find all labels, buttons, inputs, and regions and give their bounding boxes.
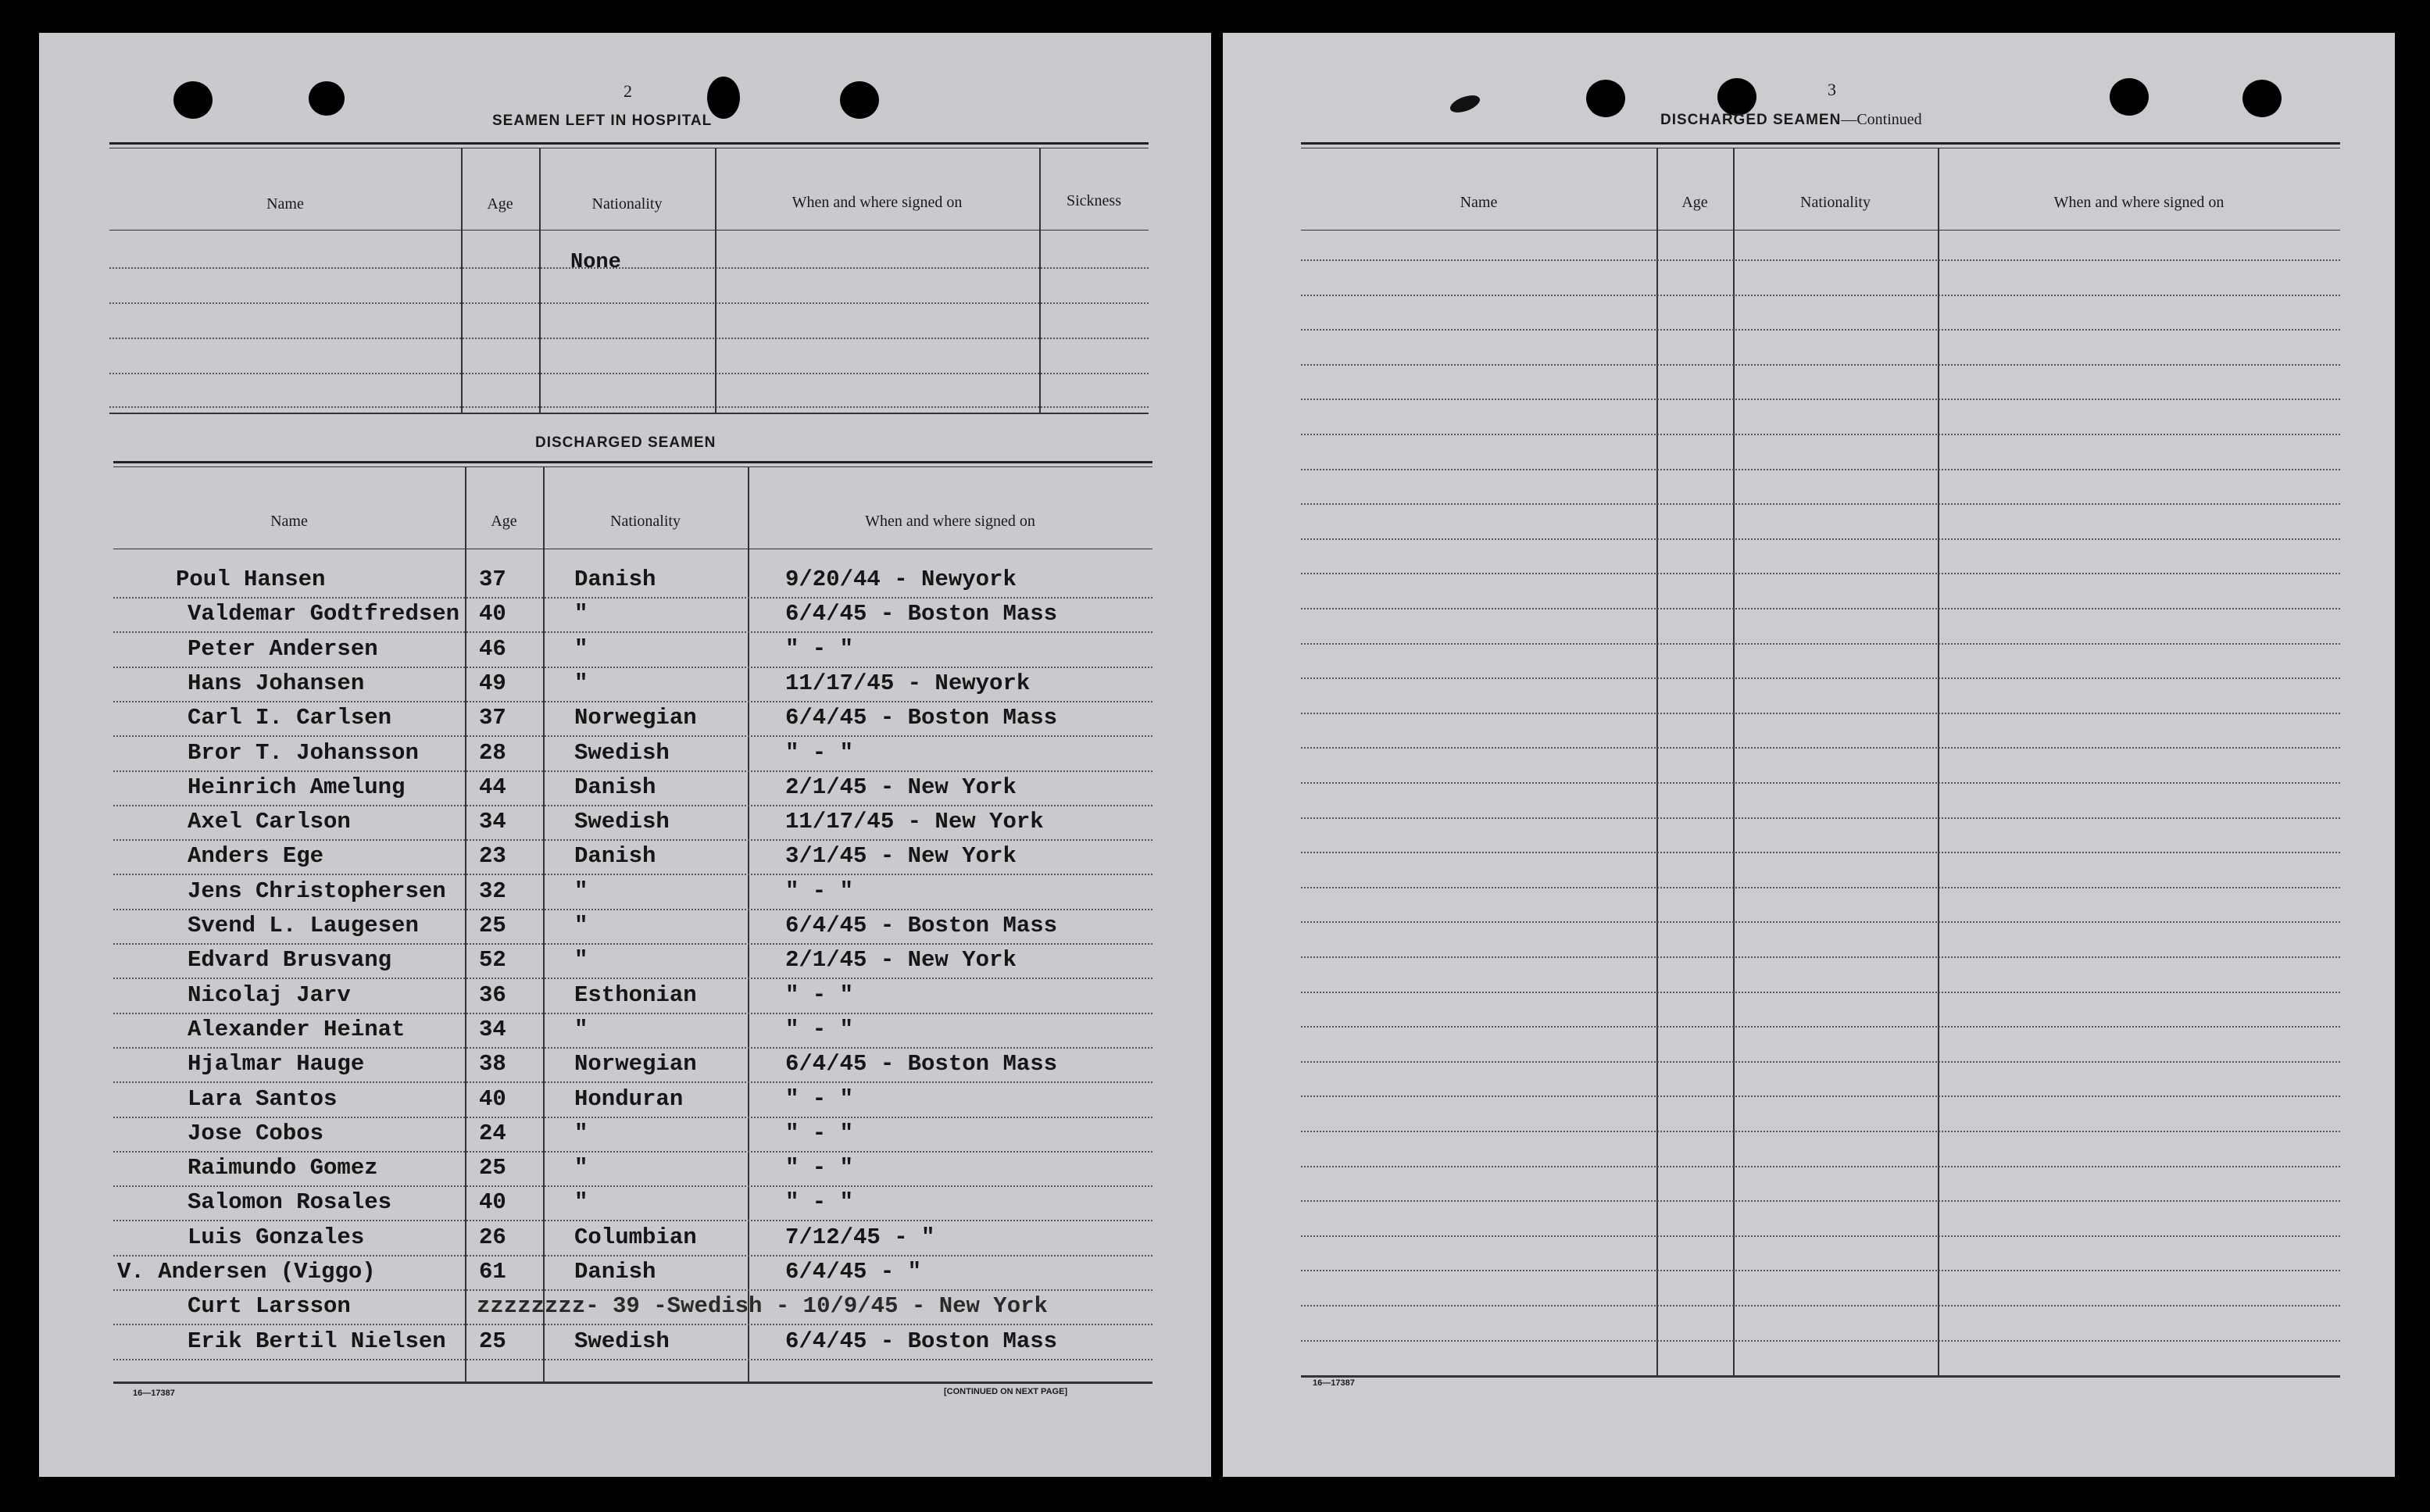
seaman-signed-on: 6/4/45 - Boston Mass bbox=[785, 1328, 1058, 1354]
seaman-signed-on: 6/4/45 - Boston Mass bbox=[785, 1051, 1058, 1078]
row-rule bbox=[1301, 992, 2340, 993]
seaman-nationality: " bbox=[574, 601, 588, 627]
page-number: 3 bbox=[1828, 80, 1836, 99]
seaman-name: Poul Hansen bbox=[176, 567, 326, 592]
row-rule bbox=[1301, 1305, 2340, 1306]
seaman-signed-on: 11/17/45 - Newyork bbox=[785, 670, 1031, 696]
seaman-age: 49 bbox=[479, 670, 506, 696]
row-rule bbox=[1301, 295, 2340, 296]
seaman-name: Valdemar Godtfredsen bbox=[188, 601, 460, 627]
seaman-nationality: " bbox=[574, 1016, 588, 1042]
form-number: 16—17387 bbox=[1313, 1378, 1355, 1388]
right-title-suffix: —Continued bbox=[1841, 111, 1922, 128]
row-rule bbox=[1301, 503, 2340, 505]
binder-hole bbox=[2242, 80, 2282, 117]
seaman-nationality: Esthonian bbox=[574, 981, 697, 1008]
row-rule bbox=[1301, 573, 2340, 574]
binder-hole bbox=[309, 81, 345, 116]
table-row bbox=[113, 1153, 1152, 1187]
seaman-nationality: " bbox=[574, 1155, 588, 1181]
hospital-entry: None bbox=[570, 251, 621, 274]
table-row bbox=[113, 564, 1152, 599]
seaman-name: Salomon Rosales bbox=[188, 1189, 392, 1216]
row-rule bbox=[1301, 747, 2340, 749]
discharged-col-age: Age bbox=[491, 513, 517, 530]
seaman-age: 23 bbox=[479, 843, 506, 870]
seaman-signed-on: 6/4/45 - " bbox=[785, 1259, 922, 1285]
seaman-nationality: " bbox=[574, 670, 588, 696]
seaman-name: Nicolaj Jarv bbox=[188, 981, 351, 1008]
row-rule bbox=[1301, 1235, 2340, 1237]
seaman-age: 24 bbox=[479, 1120, 506, 1146]
row-rule bbox=[1301, 434, 2340, 435]
seaman-signed-on: 3/1/45 - New York bbox=[785, 843, 1017, 870]
row-rule bbox=[1301, 643, 2340, 645]
row-rule bbox=[1301, 1340, 2340, 1342]
discharged-section-title: DISCHARGED SEAMEN bbox=[535, 434, 716, 451]
seaman-signed-on: 2/1/45 - New York bbox=[785, 947, 1017, 974]
cont-col-age: Age bbox=[1681, 194, 1708, 211]
binder-hole bbox=[173, 81, 213, 119]
seaman-age: 26 bbox=[479, 1224, 506, 1250]
seaman-signed-on: 2/1/45 - New York bbox=[785, 774, 1017, 800]
seaman-name: Svend L. Laugesen bbox=[188, 913, 419, 938]
table-row bbox=[113, 702, 1152, 737]
seaman-signed-on: " - " bbox=[785, 1120, 854, 1146]
seaman-age: 40 bbox=[479, 601, 506, 627]
hospital-col-signed-on: When and where signed on bbox=[792, 194, 963, 211]
binder-hole bbox=[2110, 78, 2149, 116]
row-rule bbox=[1301, 608, 2340, 609]
seaman-name: Jose Cobos bbox=[188, 1120, 324, 1146]
table-row bbox=[113, 1118, 1152, 1153]
seaman-nationality: Honduran bbox=[574, 1085, 684, 1112]
row-rule bbox=[1301, 713, 2340, 714]
seaman-signed-on: 7/12/45 - " bbox=[785, 1224, 935, 1250]
row-rule bbox=[1301, 817, 2340, 819]
seaman-age: 32 bbox=[479, 878, 506, 904]
seaman-nationality: " bbox=[574, 1120, 588, 1146]
right-page-title bbox=[1660, 111, 1922, 129]
table-row bbox=[113, 910, 1152, 945]
row-rule bbox=[1301, 1270, 2340, 1271]
form-number: 16—17387 bbox=[133, 1389, 175, 1398]
seaman-age: 40 bbox=[479, 1085, 506, 1112]
table-row bbox=[113, 634, 1152, 668]
seaman-age: 61 bbox=[479, 1259, 506, 1285]
seaman-nationality: " bbox=[574, 878, 588, 904]
table-row bbox=[113, 1084, 1152, 1118]
row-rule bbox=[1301, 364, 2340, 366]
page-number: 2 bbox=[624, 81, 632, 101]
seaman-nationality: Danish bbox=[574, 843, 656, 870]
table-row bbox=[113, 1049, 1152, 1083]
seaman-age: 52 bbox=[479, 947, 506, 974]
seaman-nationality: " bbox=[574, 635, 588, 662]
seaman-signed-on: " - " bbox=[785, 1189, 854, 1216]
seaman-name: Alexander Heinat bbox=[188, 1016, 406, 1042]
binder-hole bbox=[1586, 80, 1625, 117]
cont-col-signed-on: When and where signed on bbox=[2053, 194, 2225, 211]
seaman-age: 38 bbox=[479, 1051, 506, 1078]
row-rule bbox=[1301, 956, 2340, 958]
cont-col-name: Name bbox=[1460, 194, 1498, 211]
seaman-nationality: Danish bbox=[574, 774, 656, 800]
seaman-name: Hjalmar Hauge bbox=[188, 1051, 365, 1078]
seaman-signed-on: " - " bbox=[785, 1085, 854, 1112]
seaman-nationality: " bbox=[574, 913, 588, 938]
seaman-age: 34 bbox=[479, 809, 506, 835]
table-row bbox=[113, 980, 1152, 1014]
continued-note: [CONTINUED ON NEXT PAGE] bbox=[944, 1387, 1068, 1396]
seaman-signed-on: 11/17/45 - New York bbox=[785, 809, 1044, 835]
hospital-col-name: Name bbox=[266, 195, 304, 213]
row-rule bbox=[1301, 1166, 2340, 1167]
table-row bbox=[113, 841, 1152, 875]
right-page bbox=[1223, 33, 2395, 1477]
row-rule bbox=[1301, 677, 2340, 679]
table-row bbox=[113, 738, 1152, 772]
seaman-name: Edvard Brusvang bbox=[188, 947, 392, 974]
table-row bbox=[113, 876, 1152, 910]
table-row bbox=[113, 1222, 1152, 1256]
seaman-signed-on: " - " bbox=[785, 981, 854, 1008]
cont-col-nationality: Nationality bbox=[1800, 194, 1871, 211]
seaman-signed-on: 6/4/45 - Boston Mass bbox=[785, 913, 1058, 938]
seaman-age: 40 bbox=[479, 1189, 506, 1216]
seaman-name: Raimundo Gomez bbox=[188, 1155, 378, 1181]
seaman-age: 28 bbox=[479, 739, 506, 766]
seaman-age: 34 bbox=[479, 1016, 506, 1042]
seaman-nationality: Danish bbox=[574, 1259, 656, 1285]
seaman-name: Carl I. Carlsen bbox=[188, 705, 392, 731]
seaman-nationality: " bbox=[574, 1189, 588, 1216]
row-rule bbox=[1301, 538, 2340, 540]
continued-discharged-table bbox=[1301, 142, 2340, 1424]
discharged-col-nationality: Nationality bbox=[610, 513, 681, 530]
seaman-signed-on: " - " bbox=[785, 739, 854, 766]
seaman-name: Jens Christophersen bbox=[188, 878, 446, 904]
seaman-name: Bror T. Johansson bbox=[188, 739, 419, 766]
ink-mark bbox=[1448, 92, 1482, 116]
seaman-age: 37 bbox=[479, 567, 506, 592]
seaman-name: Curt Larsson bbox=[188, 1293, 351, 1320]
table-row bbox=[113, 806, 1152, 841]
seaman-name: Anders Ege bbox=[188, 843, 324, 870]
table-row bbox=[113, 945, 1152, 979]
row-rule bbox=[1301, 399, 2340, 400]
seaman-name: V. Andersen (Viggo) bbox=[117, 1259, 376, 1285]
seaman-name: Peter Andersen bbox=[188, 635, 378, 662]
row-rule bbox=[1301, 259, 2340, 261]
table-row bbox=[113, 772, 1152, 806]
seaman-signed-on: 9/20/44 - Newyork bbox=[785, 567, 1017, 592]
row-rule bbox=[1301, 1131, 2340, 1132]
table-row bbox=[113, 1291, 1152, 1325]
seaman-nationality: Swedish bbox=[574, 809, 670, 835]
row-rule bbox=[1301, 1026, 2340, 1028]
seaman-name: Axel Carlson bbox=[188, 809, 351, 835]
row-rule bbox=[1301, 1200, 2340, 1202]
row-rule bbox=[1301, 1061, 2340, 1063]
seaman-nationality: Swedish bbox=[574, 1328, 670, 1354]
row-rule bbox=[1301, 887, 2340, 888]
row-rule bbox=[113, 1359, 1152, 1360]
seaman-name: Hans Johansen bbox=[188, 670, 365, 696]
row-rule bbox=[1301, 329, 2340, 331]
binder-hole bbox=[707, 77, 740, 119]
seaman-signed-on: " - " bbox=[785, 635, 854, 662]
seaman-age: 44 bbox=[479, 774, 506, 800]
seaman-name: Heinrich Amelung bbox=[188, 774, 406, 800]
row-rule bbox=[1301, 469, 2340, 470]
table-row bbox=[113, 1256, 1152, 1291]
hospital-col-age: Age bbox=[487, 195, 513, 213]
table-row bbox=[113, 668, 1152, 702]
seaman-age: 46 bbox=[479, 635, 506, 662]
table-row bbox=[113, 1014, 1152, 1049]
discharged-col-name: Name bbox=[270, 513, 308, 530]
right-title-main: DISCHARGED SEAMEN bbox=[1660, 112, 1842, 128]
binder-hole bbox=[840, 81, 879, 119]
table-row bbox=[113, 1326, 1152, 1360]
left-page bbox=[39, 33, 1211, 1477]
binder-hole bbox=[1717, 78, 1756, 116]
seaman-nationality: " bbox=[574, 947, 588, 974]
seaman-name: Luis Gonzales bbox=[188, 1224, 365, 1250]
seaman-name: Lara Santos bbox=[188, 1085, 338, 1112]
seaman-nationality: Swedish bbox=[574, 739, 670, 766]
seaman-signed-on: 6/4/45 - Boston Mass bbox=[785, 601, 1058, 627]
row-rule bbox=[1301, 1096, 2340, 1097]
row-rule bbox=[1301, 921, 2340, 923]
seaman-age: 25 bbox=[479, 1328, 506, 1354]
row-rule bbox=[1301, 852, 2340, 853]
seaman-signed-on: " - " bbox=[785, 878, 854, 904]
seaman-name: Erik Bertil Nielsen bbox=[188, 1328, 446, 1354]
seaman-signed-on: 6/4/45 - Boston Mass bbox=[785, 705, 1058, 731]
seaman-age: 36 bbox=[479, 981, 506, 1008]
seaman-nationality: Norwegian bbox=[574, 1051, 697, 1078]
discharged-col-signed-on: When and where signed on bbox=[865, 513, 1035, 530]
discharged-table bbox=[113, 461, 1152, 1414]
hospital-section-title: SEAMEN LEFT IN HOSPITAL bbox=[492, 113, 713, 129]
seaman-age: 37 bbox=[479, 705, 506, 731]
hospital-col-nationality: Nationality bbox=[591, 195, 663, 213]
seaman-signed-on: " - " bbox=[785, 1016, 854, 1042]
seaman-age: 25 bbox=[479, 1155, 506, 1181]
table-row bbox=[113, 599, 1152, 633]
row-rule bbox=[1301, 782, 2340, 784]
seaman-nationality: Columbian bbox=[574, 1224, 697, 1250]
seaman-signed-on: " - " bbox=[785, 1155, 854, 1181]
seaman-nationality: Norwegian bbox=[574, 705, 697, 731]
hospital-table bbox=[109, 142, 1149, 447]
seaman-age: 25 bbox=[479, 913, 506, 938]
table-row bbox=[113, 1187, 1152, 1221]
seaman-nationality: Danish bbox=[574, 567, 656, 592]
overtyped-entry: zzzzzzzz- 39 -Swedish - 10/9/45 - New York bbox=[477, 1293, 1048, 1320]
hospital-col-sickness: Sickness bbox=[1067, 192, 1121, 209]
